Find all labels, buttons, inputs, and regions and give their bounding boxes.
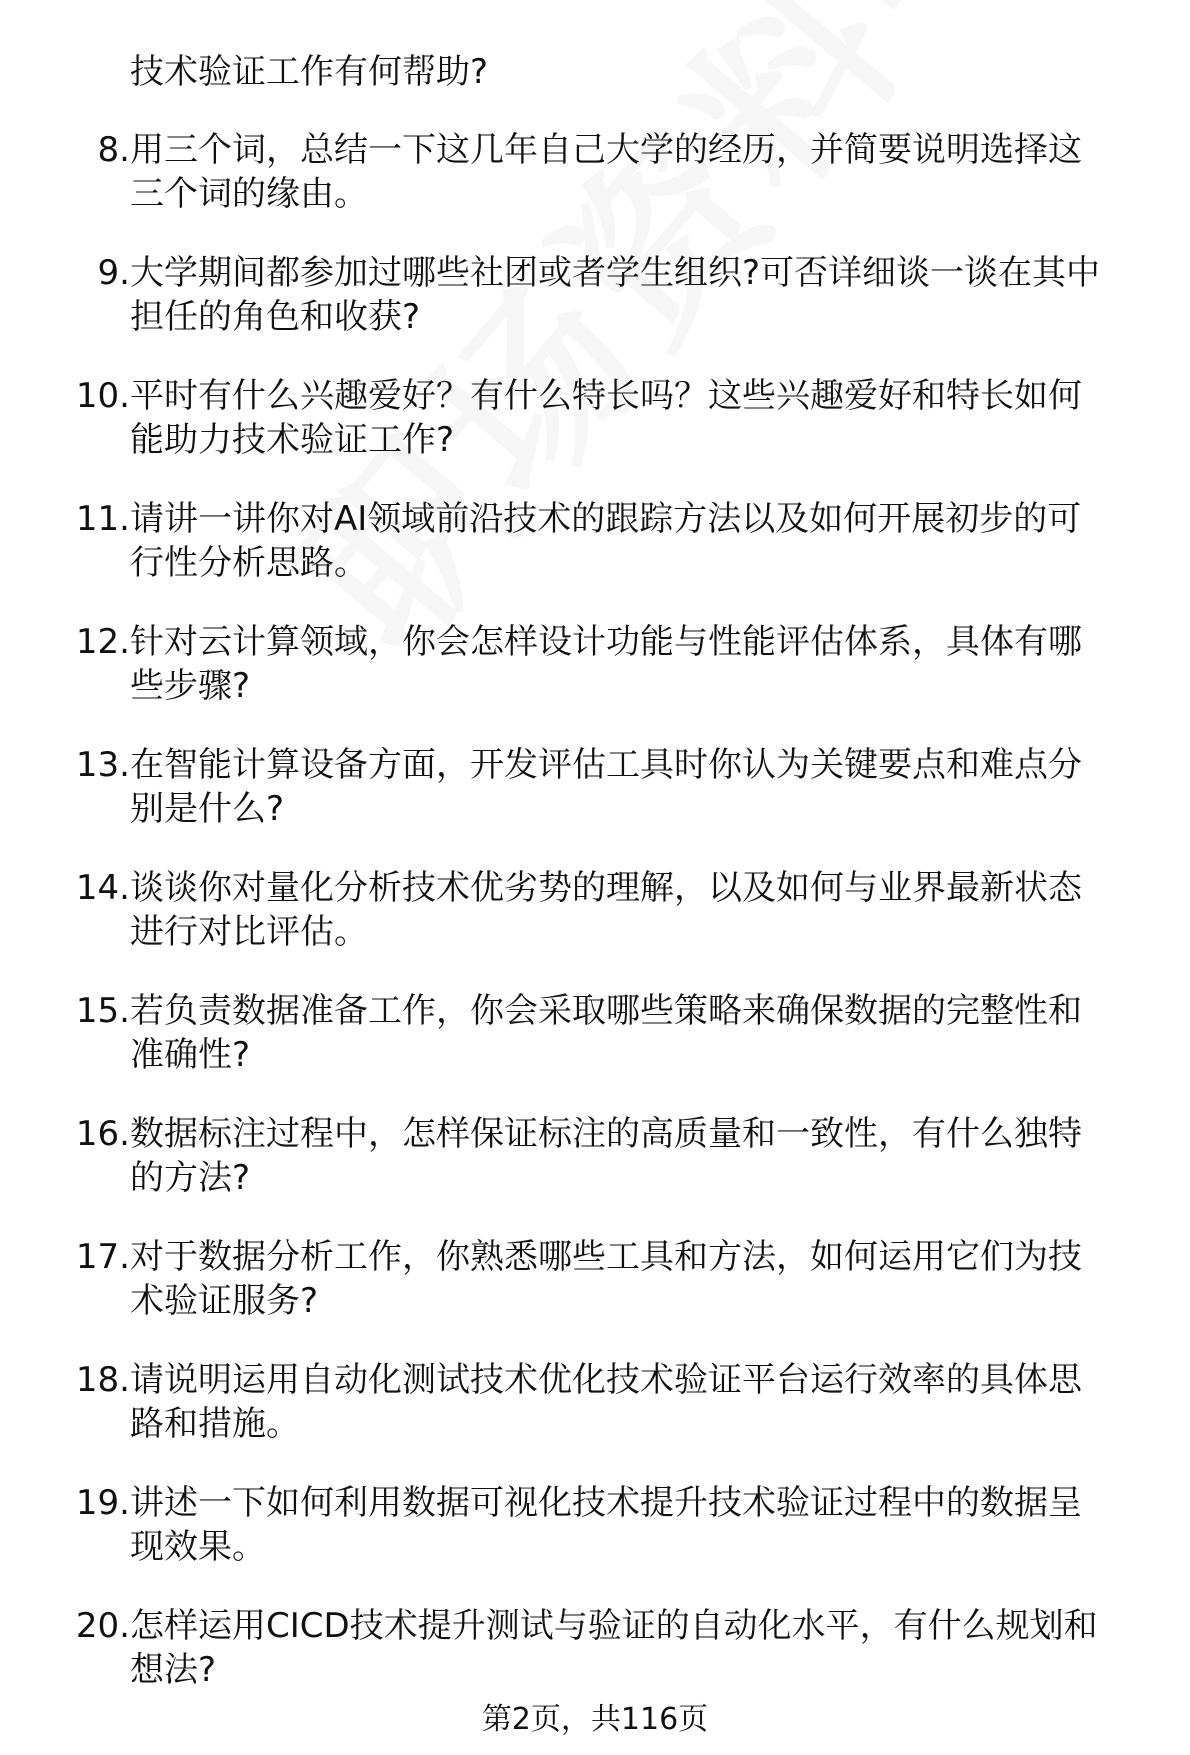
question-item (0, 1112, 1190, 1235)
question-line: 大学期间都参加过哪些社团或者学生组织?可否详细谈一谈在其中 (130, 253, 1101, 293)
question-line: 请说明运用自动化测试技术优化技术验证平台运行效率的具体思 (130, 1360, 1082, 1400)
question-line: 若负责数据准备工作，你会采取哪些策略来确保数据的完整性和 (130, 991, 1082, 1031)
question-item (0, 866, 1190, 989)
question-line: 用三个词，总结一下这几年自己大学的经历，并简要说明选择这 (130, 130, 1082, 170)
question-line: 路和措施。 (130, 1404, 300, 1444)
question-text (130, 866, 1160, 954)
question-text (130, 620, 1160, 708)
question-number: 14. (75, 868, 130, 908)
question-item (0, 497, 1190, 620)
question-number: 15. (75, 991, 130, 1031)
question-item (0, 128, 1190, 251)
question-item (0, 989, 1190, 1112)
question-item (0, 1358, 1190, 1481)
question-list (0, 128, 1190, 1727)
question-line: 的方法? (130, 1158, 251, 1198)
question-line: 怎样运用CICD技术提升测试与验证的自动化水平，有什么规划和 (130, 1606, 1098, 1646)
question-item (0, 251, 1190, 374)
question-item (0, 1235, 1190, 1358)
question-line: 平时有什么兴趣爱好？有什么特长吗？这些兴趣爱好和特长如何 (130, 376, 1082, 416)
question-line: 准确性? (130, 1035, 251, 1075)
question-number: 11. (75, 499, 130, 539)
question-number: 20. (75, 1606, 130, 1646)
page-footer: 第2页，共116页 (481, 1702, 709, 1737)
question-text (130, 251, 1160, 339)
question-line: 请讲一讲你对AI领域前沿技术的跟踪方法以及如何开展初步的可 (130, 499, 1082, 539)
question-text (130, 1481, 1160, 1569)
question-text (130, 374, 1160, 462)
question-text (130, 989, 1160, 1077)
question-text (130, 743, 1160, 831)
question-item (0, 1481, 1190, 1604)
question-number: 17. (75, 1237, 130, 1277)
question-number: 10. (75, 376, 130, 416)
question-item (0, 374, 1190, 497)
question-item (0, 620, 1190, 743)
question-text (130, 128, 1160, 216)
question-line: 在智能计算设备方面，开发评估工具时你认为关键要点和难点分 (130, 745, 1082, 785)
question-line: 数据标注过程中，怎样保证标注的高质量和一致性，有什么独特 (130, 1114, 1082, 1154)
question-number: 8. (97, 130, 130, 170)
question-line: 谈谈你对量化分析技术优劣势的理解，以及如何与业界最新状态 (130, 868, 1082, 908)
question-line: 术验证服务? (130, 1281, 319, 1321)
question-line: 想法? (130, 1650, 217, 1690)
question-line: 讲述一下如何利用数据可视化技术提升技术验证过程中的数据呈 (130, 1483, 1082, 1523)
question-line: 针对云计算领域，你会怎样设计功能与性能评估体系，具体有哪 (130, 622, 1082, 662)
question-line: 对于数据分析工作，你熟悉哪些工具和方法，如何运用它们为技 (130, 1237, 1082, 1277)
question-number: 16. (75, 1114, 130, 1154)
question-line: 些步骤? (130, 666, 251, 706)
question-line: 别是什么? (130, 789, 285, 829)
question-line: 担任的角色和收获? (130, 297, 421, 337)
question-line: 进行对比评估。 (130, 912, 368, 952)
question-line: 三个词的缘由。 (130, 174, 368, 214)
question-text (130, 1604, 1160, 1692)
question-text (130, 1112, 1160, 1200)
question-line: 行性分析思路。 (130, 543, 368, 583)
question-number: 9. (97, 253, 130, 293)
question-item (0, 743, 1190, 866)
question-line: 能助力技术验证工作? (130, 420, 455, 460)
question-number: 19. (75, 1483, 130, 1523)
question-text (130, 1235, 1160, 1323)
question-line: 现效果。 (130, 1527, 266, 1567)
question-text (130, 497, 1160, 585)
question-number: 12. (75, 622, 130, 662)
question-number: 18. (75, 1360, 130, 1400)
question-text (130, 1358, 1160, 1446)
continued-question-text: 技术验证工作有何帮助? (130, 52, 489, 92)
question-number: 13. (75, 745, 130, 785)
